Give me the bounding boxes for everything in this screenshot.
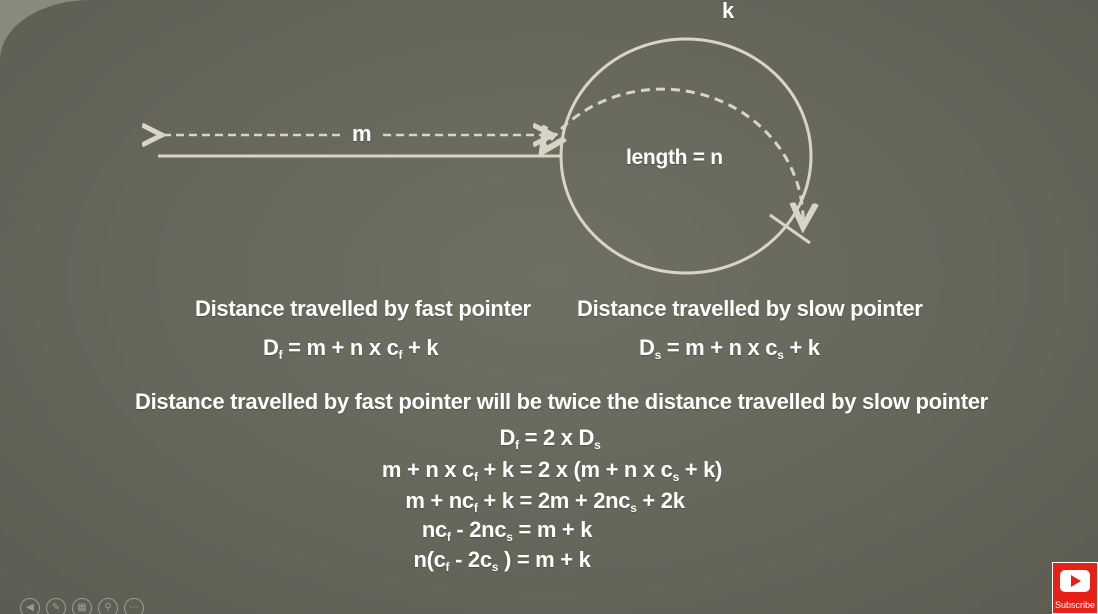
- derivation-line-4: $nc_f - 2nc_s = m + k$: [421, 517, 593, 544]
- arc-length-label: k: [722, 0, 734, 23]
- derivation-line-2: m + n x $c_f + k = 2$ x (m + n x $c_s + k$): [381, 457, 723, 484]
- pen-icon[interactable]: ✎: [46, 598, 66, 614]
- derivation-line-1: $D_f = 2$ x $D_s$: [499, 425, 601, 452]
- fast-heading: Distance travelled by fast pointer: [195, 296, 531, 321]
- youtube-play-icon: [1060, 570, 1090, 592]
- derivation-line-5: $n(c_f - 2c_s$ ) = m + k: [413, 547, 591, 574]
- slide-controls: [20, 598, 144, 614]
- slow-heading: Distance travelled by slow pointer: [577, 296, 923, 321]
- zoom-icon[interactable]: ⚲: [98, 598, 118, 614]
- relation-heading: Distance travelled by fast pointer will be twice the distance travelled by slow pointer: [135, 389, 988, 414]
- tail-length-label: m: [352, 121, 372, 146]
- more-options-icon[interactable]: ⋯: [124, 598, 144, 614]
- subscribe-button[interactable]: [1052, 562, 1098, 614]
- subscribe-label: Subscribe: [1054, 600, 1096, 610]
- slides-grid-icon[interactable]: ▦: [72, 598, 92, 614]
- slow-distance-equation: $D_s = m + n$ x $c_s + k$: [639, 335, 820, 362]
- prev-slide-icon[interactable]: ◀: [20, 598, 40, 614]
- loop-length-label: length = n: [626, 146, 723, 169]
- derivation-line-3: $m + nc_f + k = 2m + 2nc_s + 2k$: [405, 488, 685, 515]
- fast-distance-equation: $D_f = m + n$ x $c_f + k$: [263, 335, 439, 362]
